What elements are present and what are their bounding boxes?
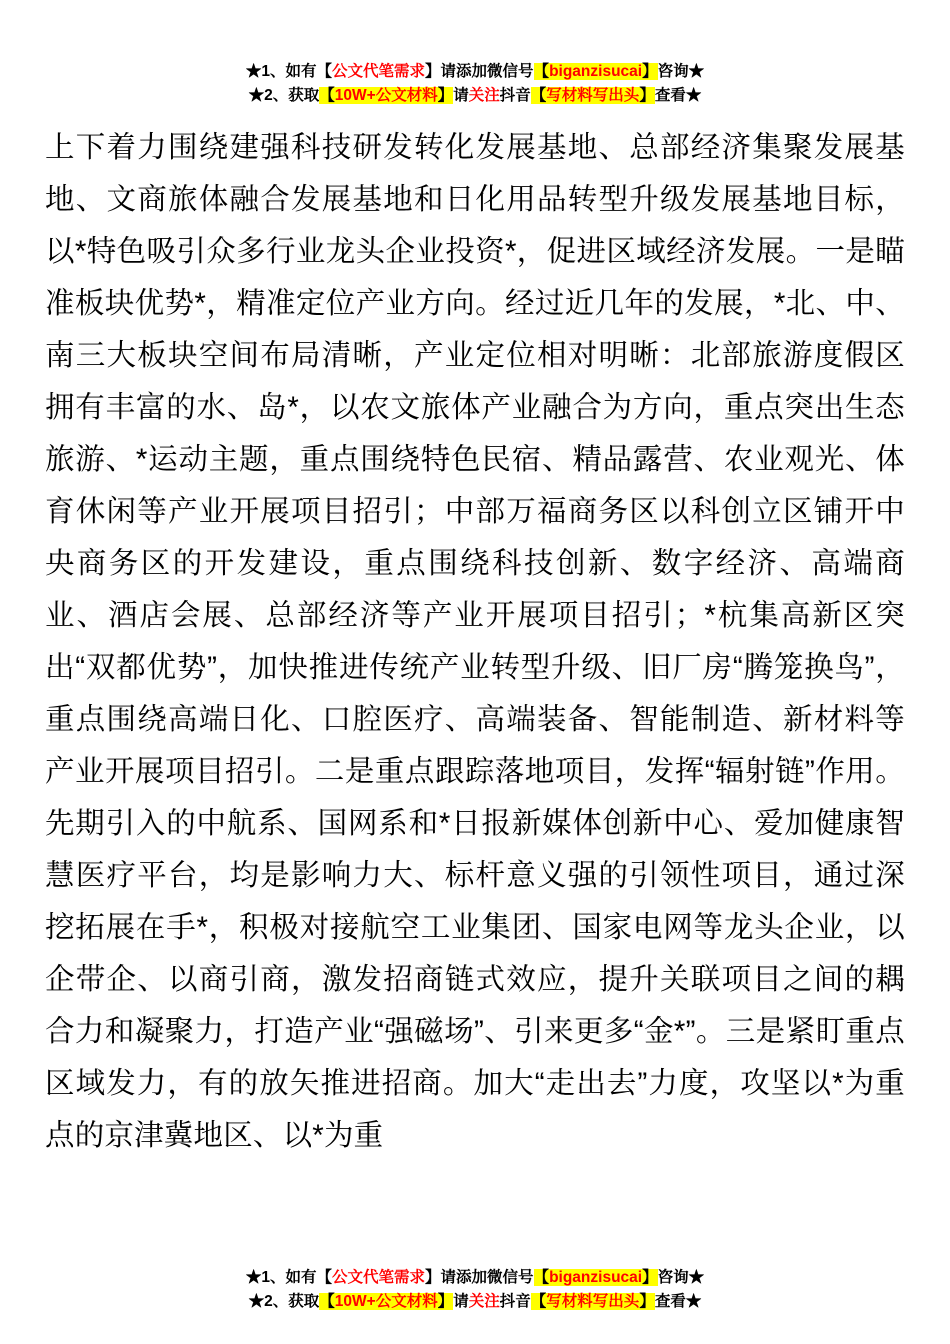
douyin-bracket-left: 【: [530, 87, 547, 105]
wechat-id[interactable]: biganzisucai: [549, 1268, 643, 1286]
promo-middle2: 抖音: [499, 1292, 531, 1310]
star-left-icon: ★: [248, 87, 265, 105]
promo-middle-red: 关注: [468, 87, 500, 105]
bracket-right: 】: [437, 87, 454, 105]
star-right-icon: ★: [685, 1292, 702, 1310]
promo-highlight-yellow: 10W+公文材料: [334, 1292, 438, 1310]
promo-middle: 请: [453, 1292, 469, 1310]
promo-highlight-red: 公文代笔需求: [332, 63, 426, 80]
document-footer: [45, 1260, 905, 1314]
douyin-bracket-left: 【: [530, 1292, 547, 1310]
promo-middle: 请: [453, 87, 469, 105]
star-left-icon: ★: [248, 1292, 265, 1310]
promo-highlight-red: 公文代笔需求: [332, 1268, 426, 1286]
promo-banner-bottom-line2: [45, 1290, 905, 1314]
promo-banner-bottom: [45, 1266, 905, 1314]
bracket-right: 】: [425, 63, 441, 80]
wechat-bracket-right: 】: [642, 1268, 658, 1286]
promo-banner-top-line1: [45, 60, 905, 84]
star-right-icon: ★: [688, 1268, 705, 1286]
wechat-bracket-right: 】: [642, 63, 658, 80]
douyin-bracket-right: 】: [639, 1292, 655, 1310]
document-body: [45, 122, 905, 1260]
wechat-bracket-left: 【: [533, 63, 550, 80]
wechat-id[interactable]: biganzisucai: [549, 63, 643, 80]
promo-suffix: 查看: [654, 1292, 686, 1310]
promo-suffix: 咨询: [657, 1268, 689, 1286]
bracket-left: 【: [316, 63, 332, 80]
bracket-left: 【: [319, 1292, 335, 1310]
star-left-icon: ★: [245, 63, 262, 80]
promo-prefix: 1、如有: [261, 63, 317, 80]
wechat-bracket-left: 【: [533, 1268, 550, 1286]
promo-banner-top: [45, 60, 905, 108]
douyin-account[interactable]: 写材料写出头: [546, 1292, 640, 1310]
bracket-right: 】: [437, 1292, 454, 1310]
bracket-left: 【: [319, 87, 335, 105]
document-paragraph: 上下着力围绕建强科技研发转化发展基地、总部经济集聚发展基地、文商旅体融合发展基地和日化用品转型升级发展基地目标，以*特色吸引众多行业龙头企业投资*，促进区域经济发展。一是瞄准板块优势*，精准定位产业方向。经过近几年的发展，*北、中、南三大板块空间布局清晰，产业定位相对明晰：北部旅游度假区拥有丰富的水、岛*，以农文旅体产业融合为方向，重点突出生态旅游、*运动主题，重点围绕特色民宿、精品露营、农业观光、体育休闲等产业开展项目招引；中部万福商务区以科创立区铺开中央商务区的开发建设，重点围绕科技创新、数字经济、高端商业、酒店会展、总部经济等产业开展项目招引；*杭集高新区突出“双都优势”，加快推进传统产业转型升级、旧厂房“腾笼换鸟”，重点围绕高端日化、口腔医疗、高端装备、智能制造、新材料等产业开展项目招引。二是重点跟踪落地项目，发挥“辐射链”作用。先期引入的中航系、国网系和*日报新媒体创新中心、爱加健康智慧医疗平台，均是影响力大、标杆意义强的引领性项目，通过深挖拓展在手*，积极对接航空工业集团、国家电网等龙头企业，以企带企、以商引商，激发招商链式效应，提升关联项目之间的耦合力和凝聚力，打造产业“强磁场”、引来更多“金*”。三是紧盯重点区域发力，有的放矢推进招商。加大“走出去”力度，攻坚以*为重点的京津冀地区、以*为重: [45, 131, 905, 1153]
promo-highlight-yellow: 10W+公文材料: [334, 87, 438, 105]
star-right-icon: ★: [685, 87, 702, 105]
douyin-account[interactable]: 写材料写出头: [546, 87, 640, 105]
bracket-left: 【: [316, 1268, 332, 1286]
promo-middle2: 抖音: [499, 87, 531, 105]
promo-middle: 请添加微信号: [440, 1268, 534, 1286]
promo-suffix: 咨询: [657, 63, 689, 80]
promo-prefix: 1、如有: [261, 1268, 317, 1286]
promo-banner-bottom-line1: [45, 1266, 905, 1290]
promo-prefix: 2、获取: [264, 87, 320, 105]
douyin-bracket-right: 】: [639, 87, 655, 105]
bracket-right: 】: [425, 1268, 441, 1286]
promo-suffix: 查看: [654, 87, 686, 105]
promo-middle-red: 关注: [468, 1292, 500, 1310]
star-right-icon: ★: [688, 63, 705, 80]
star-left-icon: ★: [245, 1268, 262, 1286]
promo-banner-top-line2: [45, 84, 905, 108]
promo-middle: 请添加微信号: [440, 63, 534, 80]
promo-prefix: 2、获取: [264, 1292, 320, 1310]
